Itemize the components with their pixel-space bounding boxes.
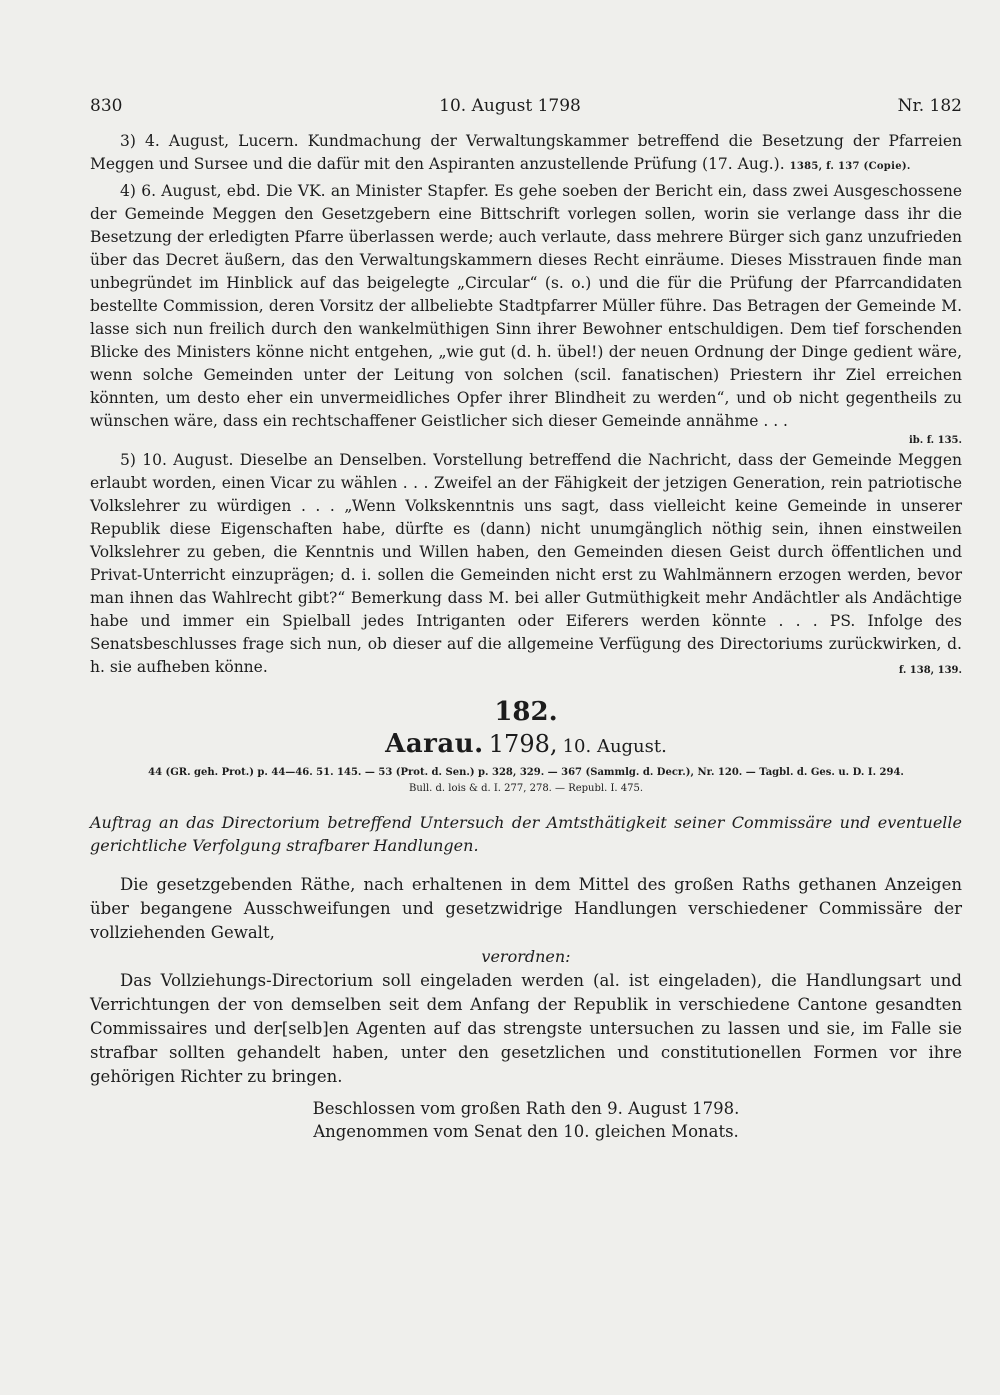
- decree-text: Das Vollziehungs-Directorium soll eingeladen werden (al. ist eingeladen), die Handlungsart und Verrichtungen der von demselben seit dem Anfang der Republik in verschiedene Cantone gesandten Commissaires und der[selb]en Agenten auf das strengste untersuchen zu lassen und sie, im Falle sie strafbar sollten gehandelt haben, unter den gesetzlichen und constitutionellen Formen vor ihre gehörigen Richter zu bringen.: [90, 971, 962, 1086]
- note-4-source: ib. f. 135.: [908, 435, 962, 446]
- source-references: [90, 765, 962, 797]
- note-4: [90, 180, 962, 433]
- closing-line-1: Beschlossen vom großen Rath den 9. August 1798.: [312, 1099, 740, 1118]
- header-doc-number: Nr. 182: [897, 96, 962, 116]
- refs-line-1: 44 (GR. geh. Prot.) p. 44—46. 51. 145. — 53 (Prot. d. Sen.) p. 328, 329. — 367 (Sammlg. d. Decr.), Nr. 120. — Tagbl. d. Ges. u. D. I. 294.: [148, 767, 904, 778]
- document-subject: Auftrag an das Directorium betreffend Untersuch der Amtsthätigkeit seiner Commissäre und eventuelle gerichtliche Verfolgung strafbarer Handlungen.: [90, 813, 962, 855]
- dateline-place: Aarau.: [385, 729, 484, 759]
- refs-line-2: Bull. d. lois & d. I. 277, 278. — Republ. I. 475.: [408, 783, 644, 794]
- header-date: 10. August 1798: [439, 96, 581, 116]
- note-4-text: 4) 6. August, ebd. Die VK. an Minister Stapfer. Es gehe soeben der Bericht ein, dass zwei Ausgeschossene der Gemeinde Meggen den Gesetzgebern eine Bittschrift vorlegen sollen, worin sie verlange dass ihr die Besetzung der erledigten Pfarre überlassen werde; auch verlaute, dass mehrere Bürger sich ganz unzufrieden über das Decret äußern, das den Verwaltungskammern dieses Recht einräume. Dieses Misstrauen finde man unbegründet im Hinblick auf das beigelegte „Circular“ (s. o.) und die für die Prüfung der Pfarrcandidaten bestellte Commission, deren Vorsitz der allbeliebte Stadtpfarrer Müller führe. Das Betragen der Gemeinde M. lasse sich nun freilich durch den wankelmüthigen Sinn ihrer Bewohner entschuldigen. Dem tief forschenden Blicke des Ministers könne nicht entgehen, „wie gut (d. h. übel!) der neuen Ordnung der Dinge gedient wäre, wenn solche Gemeinden unter der Leitung von solchen (scil. fanatischen) Priestern ihr Ziel erreichen könnten, um desto eher ein unvermeidliches Opfer ihrer Blindheit zu werden“, und ob nicht gegentheils zu wünschen wäre, dass ein rechtschaffener Geistlicher sich dieser Gemeinde annähme . . .: [90, 182, 962, 430]
- note-3-text: 3) 4. August, Lucern. Kundmachung der Verwaltungskammer betreffend die Besetzung der Pfarreien Meggen und Sursee und die dafür mit den Aspiranten anzustellende Prüfung (17. Aug.).: [90, 132, 962, 173]
- document-number: 182.: [494, 697, 558, 727]
- closing-line-2: Angenommen vom Senat den 10. gleichen Monats.: [313, 1122, 739, 1141]
- dateline-day: 10. August.: [562, 736, 667, 757]
- preamble: Die gesetzgebenden Räthe, nach erhaltenen in dem Mittel des großen Raths gethanen Anzeigen über begangene Ausschweifungen und gesetzwidrige Handlungen verschiedener Commissäre der vollziehenden Gewalt,: [90, 875, 962, 942]
- verordnen-heading: verordnen:: [481, 947, 571, 966]
- dateline-year: 1798,: [488, 730, 558, 758]
- document-page: [90, 96, 962, 1143]
- dateline: [90, 729, 962, 759]
- page-header: [90, 96, 962, 116]
- closing: [90, 1097, 962, 1143]
- note-3: [90, 130, 962, 178]
- note-3-source: 1385, f. 137 (Copie).: [789, 161, 911, 172]
- note-5-text: 5) 10. August. Dieselbe an Denselben. Vorstellung betreffend die Nachricht, dass der Gemeinde Meggen erlaubt worden, einen Vicar zu wählen . . . Zweifel an der Fähigkeit der jetzigen Generation, rein patriotische Volkslehrer zu würdigen . . . „Wenn Volkskenntnis uns sagt, dass vielleicht keine Gemeinde in unserer Republik diese Eigenschaften habe, dürfte es (dann) nicht unumgänglich nöthig sein, ihnen einstweilen Volkslehrer zu geben, die Kenntnis und Willen haben, den Gemeinden diesen Geist durch öffentlichen und Privat-Unterricht einzuprägen; d. i. sollen die Gemeinden nicht erst zu Wahlmännern erzogen werden, bevor man ihnen das Wahlrecht gibt?“ Bemerkung dass M. bei aller Gutmüthigkeit mehr Andächtler als Andächtige habe und immer ein Spielball jedes Intriganten oder Eiferers werden könnte . . . PS. Infolge des Senatsbeschlusses frage sich nun, ob dieser auf die allgemeine Verfügung des Directoriums zurückwirken, d. h. sie aufheben könne.: [90, 451, 962, 676]
- note-5-source: f. 138, 139.: [898, 665, 962, 676]
- page-number: 830: [90, 96, 123, 116]
- note-5: [90, 449, 962, 679]
